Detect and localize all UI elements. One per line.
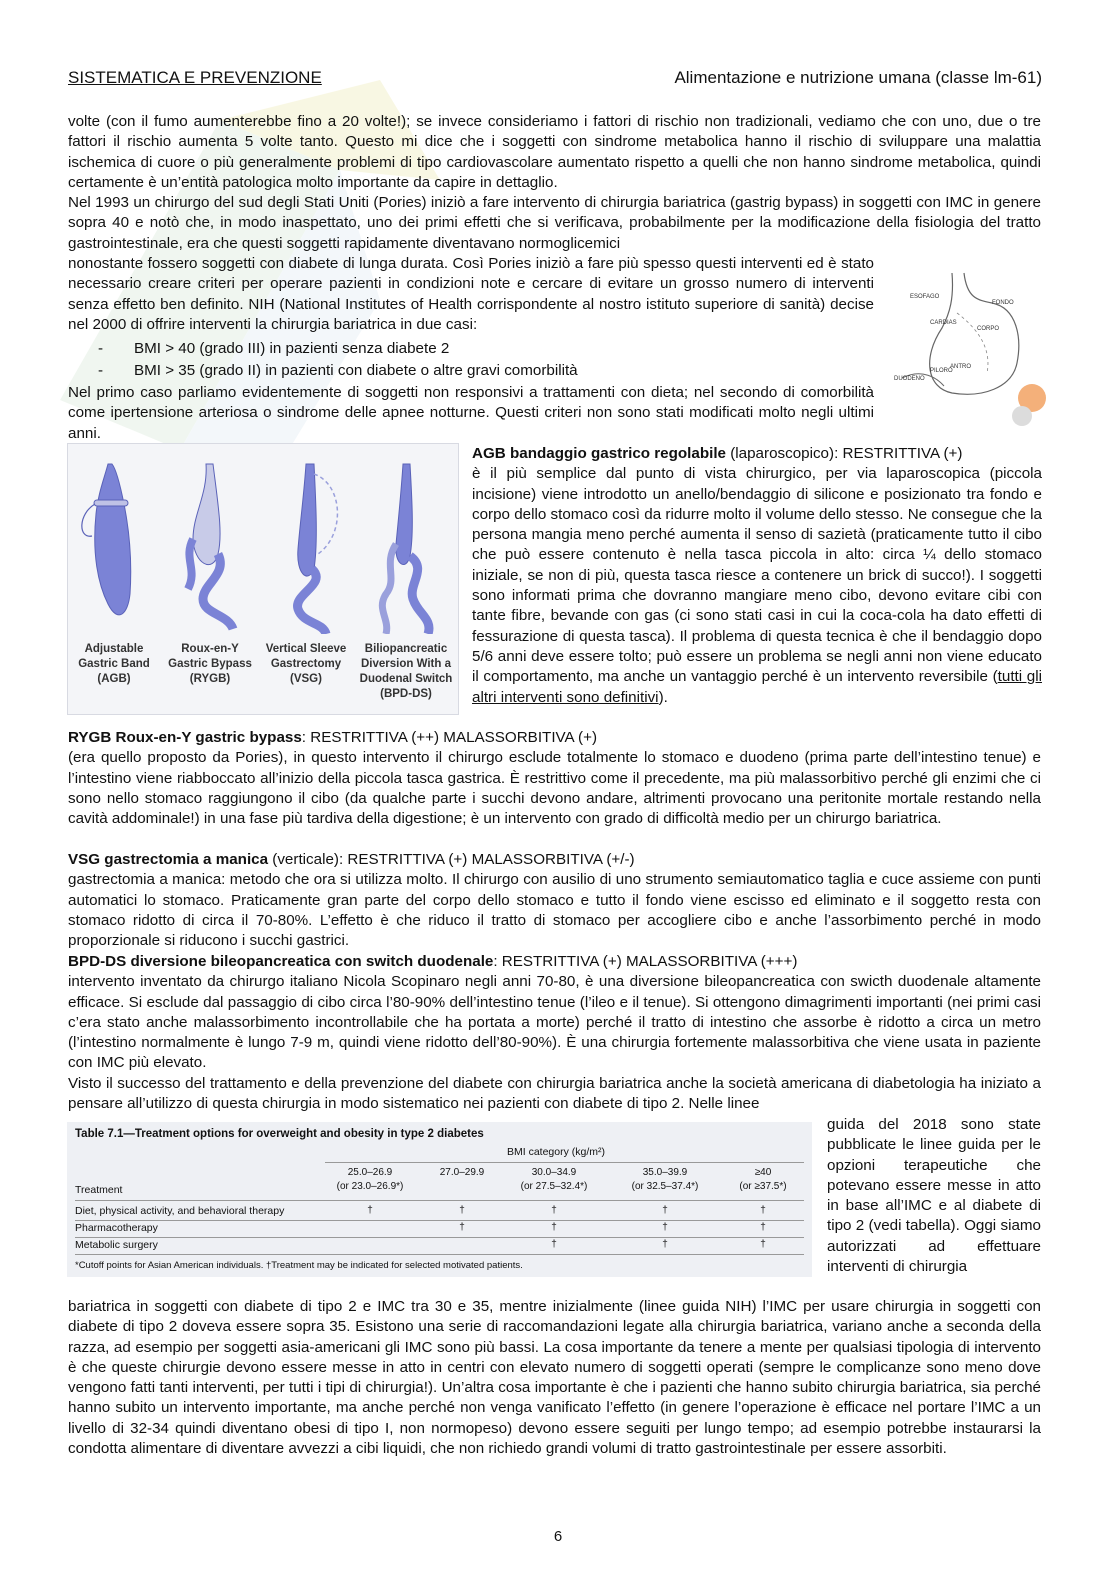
table-row-label: Diet, physical activity, and behavioral therapy [75, 1205, 285, 1217]
agb-end: ). [658, 688, 668, 706]
agb-body: è il più semplice dal punto di vista chirurgico, per via laparoscopica (piccola incisione) viene introdotto un anello/bendaggio di silicone e posizionato tra fondo e corpo dello stomaco così da ridurre molto il volume dello stesso. Ne consegue che la persona mangia meno perché aumenta il senso di sazietà (praticamente tutto il cibo che può essere contenuto è nella tasca piccola in alto: circa ¼ dello stomaco iniziale, se non di più, questa tasca riesce a contenere un brick di succo!). I soggetti sono informati prima che dovranno mangiare meno cibo, devono evitare cibi con tante fibre, bevande con gas (ci sono stati casi in cui la coca-cola ha dato effetti di fessurazione di questa tasca). Il problema di questa tecnica è che il bendaggio dopo 5/6 anni deve essere tolto; può essere un problema se negli anni non viene educato il comportamento, ma anche un vantaggio perché è un intervento reversibile ( [472, 465, 1042, 686]
table-bmi-category: BMI category (kg/m²) [507, 1146, 606, 1158]
table-col-header: 35.0–39.9 (or 32.5–37.4*) [631, 1167, 699, 1192]
table-cell: † [760, 1222, 766, 1233]
procedure-label-bpd-ds: Biliopancreatic Diversion With a Duodenal Switch (BPD-DS) [359, 643, 453, 700]
rygb-subtitle: : RESTRITTIVA (++) MALASSORBITIVA (+) [301, 729, 598, 746]
table-col-header: ≥40 (or ≥37.5*) [739, 1167, 787, 1192]
paragraph-criteria-notes: Nel primo caso parliamo evidentemente di soggetti non responsivi a trattamenti con dieta; nel secondo di comorbilità come ipertensione arteriosa o sindrome delle apnee notturne. Questi criteri non sono stati modificati molto negli ultimi anni. [68, 384, 874, 442]
table-col-header: 30.0–34.9 (or 27.5–32.4*) [520, 1167, 588, 1192]
label-fondo: FONDO [992, 300, 1014, 306]
vsg-subtitle: (verticale): RESTRITTIVA (+) MALASSORBITIVA (+/-) [268, 851, 635, 868]
table-cell: † [459, 1222, 465, 1233]
table-col-header: 25.0–26.9 (or 23.0–26.9*) [336, 1167, 404, 1192]
page-number: 6 [553, 1528, 563, 1545]
table-footnote: *Cutoff points for Asian American individuals. †Treatment may be indicated for selected motivated patients. [75, 1260, 523, 1271]
table-title: Table 7.1—Treatment options for overweight and obesity in type 2 diabetes [75, 1128, 484, 1140]
table-cell: † [662, 1205, 668, 1216]
label-piloro: PILORO [930, 368, 953, 374]
paragraph-pories-intro: Nel 1993 un chirurgo del sud degli Stati Uniti (Pories) iniziò a fare intervento di chirurgia bariatrica (gastrig bypass) in soggetti con IMC in genere sopra 40 e notò che, in modo inaspettato, uno dei primi effetti che si verificava, probabilmente per la modificazione della fisiologia del tratto gastrointestinale, era che questi soggetti rapidamente diventavano normoglicemici [68, 194, 1041, 252]
table-col-header: 27.0–29.9 [439, 1167, 485, 1178]
header-course-title: Alimentazione e nutrizione umana (classe lm-61) [674, 68, 1042, 87]
stomach-anatomy-figure [882, 268, 1052, 433]
rygb-title: RYGB Roux-en-Y gastric bypass [68, 729, 302, 746]
bpd-body: intervento inventato da chirurgo italiano Nicola Scopinaro negli anni 70-80, è una diversione bileopancreatica con swicth duodenale altamente efficace. Si esclude dal passaggio di cibo circa l’80-90% dell’intestino tenue (l’ileo e il tenue). Si ottengono dimagrimenti importanti (nei primi casi c’era stato anche malassorbimento incontrollabile che ha portata a morte) perché il tratto di intestino che assorbe è ridotto a circa un metro (l’intestino normalmente è lungo 7-9 m, quindi viene ridotto dell’80-90%). È una chirurgia fortemente malassorbitiva che viene usata in paziente con IMC più elevato. [68, 973, 1041, 1072]
label-cardias: CARDIAS [930, 320, 957, 326]
treatment-options-table [67, 1122, 812, 1277]
criteria-list [98, 338, 868, 382]
agb-subtitle: (laparoscopico): RESTRITTIVA (+) [726, 445, 963, 462]
header-section-title: SISTEMATICA E PREVENZIONE [68, 68, 322, 87]
paragraph-ada: Visto il successo del trattamento e della prevenzione del diabete con chirurgia bariatrica anche la società americana di diabetologia ha iniziato a pensare all’utilizzo di questa chirurgia in modo sistematico nei pazienti con diabete di tipo 2. Nelle linee [68, 1075, 1041, 1113]
vsg-title: VSG gastrectomia a manica [68, 851, 269, 868]
list-item: - BMI > 40 (grado III) in pazienti senza diabete 2 [98, 338, 868, 360]
table-cell: † [760, 1239, 766, 1250]
table-cell: † [551, 1222, 557, 1233]
table-cell: † [662, 1239, 668, 1250]
table-cell: † [760, 1205, 766, 1216]
table-treatment-header: Treatment [75, 1184, 123, 1196]
label-esofago: ESOFAGO [910, 294, 940, 300]
procedure-label-vsg: Vertical Sleeve Gastrectomy (VSG) [265, 643, 347, 685]
bariatric-procedures-figure [67, 443, 459, 715]
paragraph-risk: volte (con il fumo aumenterebbe fino a 20 volte!); se invece consideriamo i fattori di rischio non tradizionali, vediamo che con uno, due o tre fattori il rischio aumenta 5 volte tanto. Questo mi dice che i soggetti con sindrome metabolica hanno il rischio di sviluppare una malattia ischemica di cuore o più generalmente problemi di tipo cardiovascolare aumentato rispetto a quelli che non hanno sindrome metabolica, quindi certamente è un’entità patologica molto importante da capire in dettaglio. [68, 113, 1041, 191]
rygb-section [68, 728, 1041, 829]
procedure-label-rygb: Roux-en-Y Gastric Bypass (RYGB) [168, 643, 252, 685]
procedure-label-agb: Adjustable Gastric Band (AGB) [78, 643, 150, 685]
bpd-title: BPD-DS diversione bileopancreatica con switch duodenale [68, 953, 494, 970]
table-cell: † [551, 1205, 557, 1216]
list-item: - BMI > 35 (grado II) in pazienti con diabete o altre gravi comorbilità [98, 360, 868, 382]
table-cell: † [367, 1205, 373, 1216]
label-antro: ANTRO [950, 364, 971, 370]
label-duodeno: DUODENO [894, 376, 925, 382]
vsg-section [68, 850, 1041, 951]
agb-underlined-note: tutti gli altri interventi sono definitivi [472, 668, 1042, 706]
paragraph-nih-criteria: nonostante fossero soggetti con diabete di lunga durata. Così Pories iniziò a fare più spesso questi interventi ed è stato necessario creare criteri per operare pazienti in condizioni note e cercare di evitare un grosso numero di interventi senza effetto ben definito. NIH (National Institutes of Health corrispondente al nostro istituto superiore di sanità) decise nel 2000 di offrire interventi la chirurgia bariatrica in due casi: [68, 255, 874, 333]
table-cell: † [551, 1239, 557, 1250]
table-cell: † [459, 1205, 465, 1216]
paragraph-guidelines-side: guida del 2018 sono state pubblicate le linee guida per le opzioni terapeutiche che potevano essere messe in atto in base all’IMC e al diabete di tipo 2 (vedi tabella). Oggi siamo autorizzati ad effettuare interventi di chirurgia [827, 1116, 1041, 1276]
table-row-label: Pharmacotherapy [75, 1222, 158, 1234]
bpd-section [68, 952, 1041, 1074]
vsg-body: gastrectomia a manica: metodo che ora si utilizza molto. Il chirurgo con ausilio di uno strumento semiautomatico taglia e cuce assieme con punti automatici lo stomaco. Praticamente gran parte del corpo dello stomaco e tutto il fondo viene escisso ed eliminato e il soggetto resta con stomaco ridotto di circa il 70-80%. L’effetto è che riduco il tratto di stomaco per accogliere cibo e anche l’assorbimento perché in modo proporzionale si riducono i succhi gastrici. [68, 871, 1041, 950]
bpd-subtitle: : RESTRITTIVA (+) MALASSORBITIVA (+++) [493, 953, 798, 970]
agb-title: AGB bandaggio gastrico regolabile [472, 445, 727, 462]
table-row-label: Metabolic surgery [75, 1239, 158, 1251]
rygb-body: (era quello proposto da Pories), in questo intervento il chirurgo esclude totalmente lo stomaco e duodeno (prima parte dell’intestino tenue) e l’intestino viene riabboccato all’inizio della piccola tasca gastrica. È restrittivo come il precedente, ma più malassorbitivo perché gli enzimi che ci sono nello stomaco raggiungono il cibo (da qualche parte i succhi devono andare, altrimenti provocano una peritonite mortale restando nella cavità addominale!) in una fase più tardiva della digestione; è un intervento con grado di difficoltà medio per un chirurgo bariatrica. [68, 749, 1041, 828]
procedures-illustration [68, 444, 458, 634]
table-cell: † [662, 1222, 668, 1233]
agb-section [472, 444, 1042, 708]
paragraph-recommendations: bariatrica in soggetti con diabete di tipo 2 e IMC tra 30 e 35, mentre inizialmente (linee guida NIH) l’IMC per usare chirurgia in soggetti con diabete di tipo 2 doveva essere sopra 35. Esistono una serie di raccomandazioni legate alla chirurgia bariatrica, variano anche a seconda della razza, ad esempio per soggetti asia-americani gli IMC sono più bassi. La cosa importante da tenere a mente per qualsiasi tipologia di intervento è che queste chirurgie devono essere messe in atto in centri con elevato numero di soggetti operati (sempre le complicanze sono meno dove vengono fatti tanti interventi, per tutti i tipi di chirurgia!). Un’altra cosa importante è che i pazienti che hanno subito chirurgia bariatrica, sia perché hanno subito un intervento importante, ma anche perché non venga vanificato l’effetto (in genere l’operazione è efficace nel portare l’IMC a un livello di 32-34 quindi diventano obesi di tipo I, non normopeso) devono essere seguiti per lungo tempo; ad esempio potrebbe instaurarsi la condotta alimentare di diventare avvezzi a cibi liquidi, che non richiedo grandi volumi di tratto gastrointestinale per essere assorbiti. [68, 1298, 1041, 1458]
label-corpo: CORPO [977, 326, 1000, 332]
